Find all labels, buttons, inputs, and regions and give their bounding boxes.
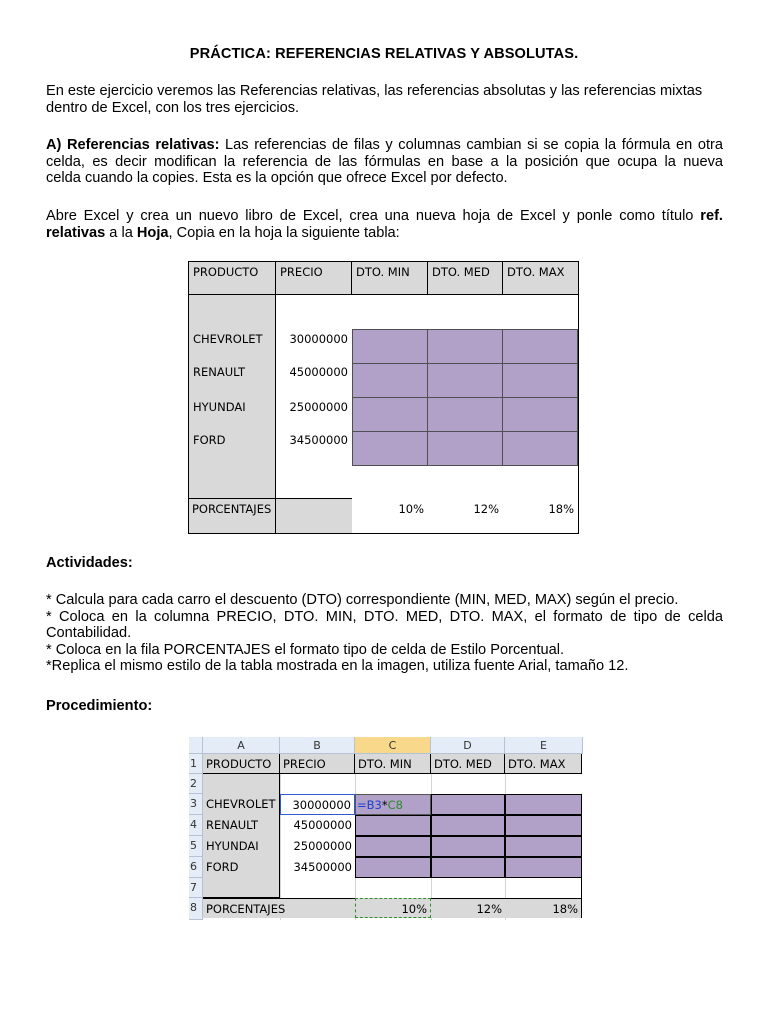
sheet-empty-row xyxy=(355,878,582,898)
column-header[interactable]: B xyxy=(280,737,355,754)
table-header-cell: PRODUCTO xyxy=(189,262,276,295)
sheet-cell-producto[interactable]: HYUNDAI xyxy=(206,839,259,853)
instructions-bold: ref. xyxy=(700,208,723,224)
table-price-value: 45000000 xyxy=(289,365,348,379)
sheet-discount-cell[interactable] xyxy=(431,836,505,857)
activity-item: Contabilidad. xyxy=(46,625,132,642)
discount-cell xyxy=(502,431,578,466)
section-a-heading: A) Referencias relativas: xyxy=(46,137,220,153)
row-header[interactable]: 1 xyxy=(189,754,203,774)
percentage-value: 18% xyxy=(548,502,574,516)
sheet-discount-cell[interactable] xyxy=(505,815,582,836)
formula-text: =B3*C8 xyxy=(357,798,403,812)
sheet-discount-cell[interactable] xyxy=(355,857,431,878)
instructions-text: a la xyxy=(105,224,137,241)
percentages-label: PORCENTAJES xyxy=(189,499,276,533)
example-table xyxy=(188,261,579,534)
table-price-value: 34500000 xyxy=(289,433,348,447)
discount-cell xyxy=(502,329,578,364)
table-price-value: 30000000 xyxy=(289,332,348,346)
row-header[interactable]: 7 xyxy=(189,878,203,898)
instructions-text: Abre Excel y crea un nuevo libro de Excel, crea una nueva hoja de Excel y ponle como título xyxy=(46,208,701,224)
percentage-value: 10% xyxy=(398,502,424,516)
sheet-header-cell[interactable]: PRECIO xyxy=(280,754,355,774)
discount-cell xyxy=(427,431,503,466)
instructions-bold: relativas xyxy=(46,224,106,241)
sheet-percentages-label[interactable]: PORCENTAJES xyxy=(203,898,355,918)
sheet-cell-precio-referenced[interactable]: 30000000 xyxy=(280,794,355,815)
sheet-header-cell[interactable]: DTO. MAX xyxy=(505,754,582,774)
procedure-heading: Procedimiento: xyxy=(46,698,153,714)
row-header[interactable]: 3 xyxy=(189,794,203,815)
discount-cell xyxy=(427,329,503,364)
sheet-header-cell[interactable]: PRODUCTO xyxy=(203,754,280,774)
column-header-selected[interactable]: C xyxy=(355,737,431,754)
sheet-cell-precio[interactable]: 25000000 xyxy=(293,839,352,853)
sheet-discount-cell[interactable] xyxy=(355,815,431,836)
sheet-active-cell[interactable] xyxy=(355,794,431,815)
sheet-percentage-referenced[interactable]: 10% xyxy=(355,898,431,918)
percentages-empty-cell xyxy=(276,499,352,533)
sheet-header-cell[interactable]: DTO. MIN xyxy=(355,754,431,774)
table-header-cell: DTO. MAX xyxy=(503,262,578,295)
sheet-discount-cell[interactable] xyxy=(431,857,505,878)
row-header[interactable]: 4 xyxy=(189,815,203,836)
precio-column xyxy=(276,295,352,499)
sheet-cell-precio[interactable]: 34500000 xyxy=(293,860,352,874)
sheet-cell-producto[interactable]: RENAULT xyxy=(206,818,258,832)
section-a-text: Las referencias de filas y columnas cambian si se copia la fórmula en otra xyxy=(219,137,723,153)
discount-cell xyxy=(352,397,428,432)
sheet-discount-cell[interactable] xyxy=(431,815,505,836)
sheet-cell-producto[interactable]: FORD xyxy=(206,860,239,874)
instructions-paragraph xyxy=(46,208,723,241)
sheet-discount-cell[interactable] xyxy=(355,836,431,857)
sheet-discount-cell[interactable] xyxy=(505,836,582,857)
column-header[interactable]: A xyxy=(203,737,280,754)
table-header-cell: DTO. MIN xyxy=(352,262,428,295)
instructions-bold: Hoja xyxy=(136,224,169,241)
discount-cell xyxy=(352,363,428,398)
table-row-label: HYUNDAI xyxy=(193,400,246,414)
sheet-cell-producto[interactable]: CHEVROLET xyxy=(206,797,276,811)
page-title: PRÁCTICA: REFERENCIAS RELATIVAS Y ABSOLUTAS. xyxy=(189,46,579,62)
discount-cell xyxy=(502,397,578,432)
table-header-cell: DTO. MED xyxy=(428,262,503,295)
select-all-corner[interactable] xyxy=(189,737,203,754)
discount-cell xyxy=(502,363,578,398)
row-header[interactable]: 6 xyxy=(189,857,203,878)
discount-cell xyxy=(352,431,428,466)
percentage-value: 12% xyxy=(473,502,499,516)
intro-line: dentro de Excel, con los tres ejercicios. xyxy=(46,99,300,116)
intro-line: En este ejercicio veremos las Referencias relativas, las referencias absolutas y las referencias mixtas xyxy=(46,83,703,99)
intro-paragraph xyxy=(46,83,723,116)
activity-item: * Calcula para cada carro el descuento (DTO) correspondiente (MIN, MED, MAX) según el precio. xyxy=(46,592,679,608)
spreadsheet-screenshot xyxy=(189,737,583,920)
section-a-text: celda cuando la copies. Esta es la opción que ofrece Excel por defecto. xyxy=(46,170,508,187)
section-a-text: celda, es decir modifican la referencia de las fórmulas en base a la posición que ocupa la nueva xyxy=(46,153,723,170)
activity-item: * Coloca en la fila PORCENTAJES el formato tipo de celda de Estilo Porcentual. xyxy=(46,641,565,658)
table-row-label: CHEVROLET xyxy=(193,332,263,346)
sheet-percentage[interactable]: 18% xyxy=(505,898,582,918)
column-header[interactable]: E xyxy=(505,737,583,754)
activity-item: *Replica el mismo estilo de la tabla mostrada en la imagen, utiliza fuente Arial, tamaño 12. xyxy=(46,658,629,675)
activities-list xyxy=(46,592,723,675)
activities-heading: Actividades: xyxy=(46,555,133,571)
table-header-cell: PRECIO xyxy=(276,262,352,295)
column-header[interactable]: D xyxy=(431,737,505,754)
instructions-text: , Copia en la hoja la siguiente tabla: xyxy=(168,224,400,241)
sheet-cell-precio[interactable]: 45000000 xyxy=(293,818,352,832)
sheet-discount-cell[interactable] xyxy=(505,857,582,878)
discount-cell xyxy=(427,363,503,398)
sheet-percentage[interactable]: 12% xyxy=(431,898,505,918)
table-row-label: FORD xyxy=(193,433,226,447)
activity-item: * Coloca en la columna PRECIO, DTO. MIN, DTO. MED, DTO. MAX, el formato de tipo de celda xyxy=(46,608,723,625)
sheet-discount-cell[interactable] xyxy=(431,794,505,815)
row-header[interactable]: 2 xyxy=(189,774,203,794)
row-header[interactable]: 8 xyxy=(189,898,203,920)
section-a-paragraph xyxy=(46,137,723,187)
discount-cell xyxy=(352,329,428,364)
discount-cell xyxy=(427,397,503,432)
sheet-discount-cell[interactable] xyxy=(505,794,582,815)
table-price-value: 25000000 xyxy=(289,400,348,414)
producto-column xyxy=(189,295,276,499)
table-row-label: RENAULT xyxy=(193,365,245,379)
sheet-header-cell[interactable]: DTO. MED xyxy=(431,754,505,774)
row-header[interactable]: 5 xyxy=(189,836,203,857)
